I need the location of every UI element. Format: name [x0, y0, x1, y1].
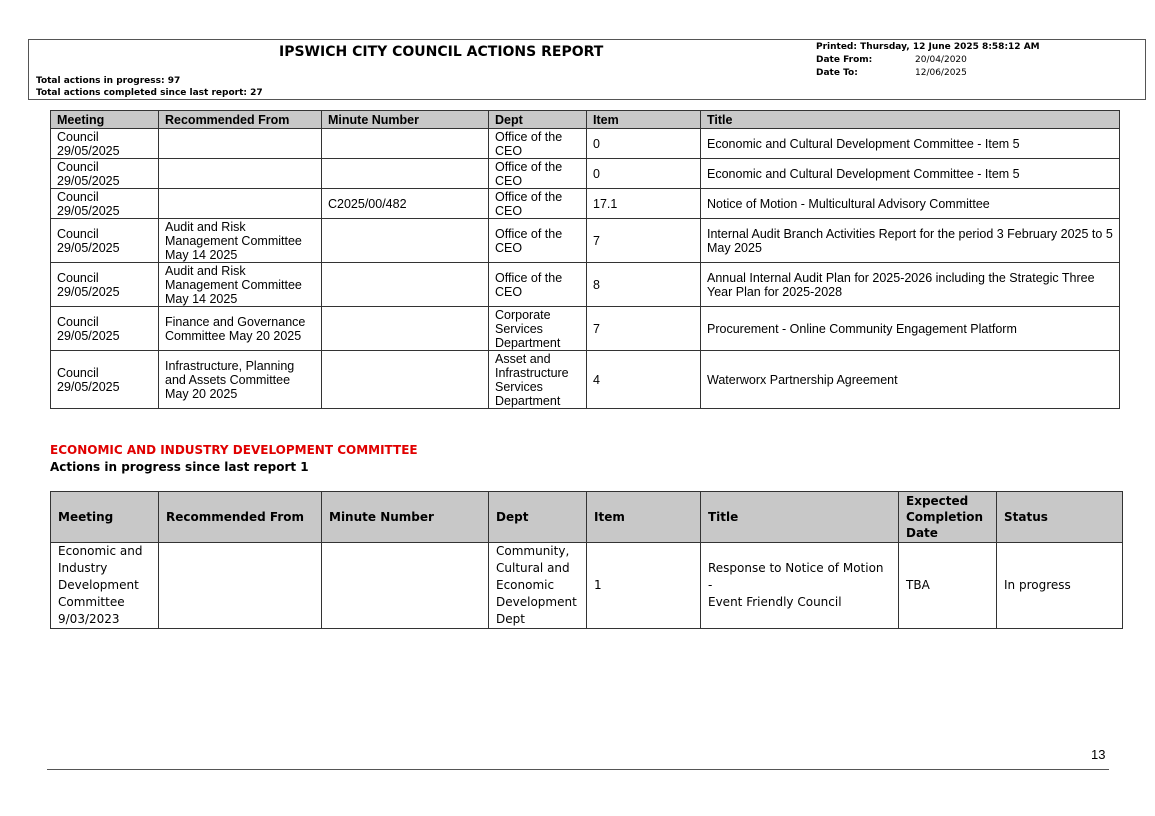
column-header: Title	[701, 111, 1120, 129]
cell-item: 4	[587, 351, 701, 409]
date-to-label: Date To:	[816, 68, 858, 78]
table-header-row	[51, 111, 1120, 129]
cell-meeting: Council 29/05/2025	[51, 129, 159, 159]
cell-status: In progress	[997, 543, 1123, 629]
cell-title: Procurement - Online Community Engagement Platform	[701, 307, 1120, 351]
footer-divider	[47, 769, 1109, 770]
cell-dept: Community, Cultural and Economic Development Dept	[489, 543, 587, 629]
table-header-row	[51, 492, 1123, 543]
column-header: Item	[587, 111, 701, 129]
cell-item: 0	[587, 159, 701, 189]
column-header: Minute Number	[322, 111, 489, 129]
cell-dept: Corporate Services Department	[489, 307, 587, 351]
cell-title: Economic and Cultural Development Committee - Item 5	[701, 159, 1120, 189]
cell-dept: Office of the CEO	[489, 189, 587, 219]
cell-title: Response to Notice of Motion - Event Friendly Council	[701, 543, 899, 629]
cell-meeting: Council 29/05/2025	[51, 219, 159, 263]
column-header: Recommended From	[159, 492, 322, 543]
cell-meeting: Council 29/05/2025	[51, 307, 159, 351]
cell-item: 8	[587, 263, 701, 307]
cell-title: Internal Audit Branch Activities Report for the period 3 February 2025 to 5 May 2025	[701, 219, 1120, 263]
column-header: Dept	[489, 492, 587, 543]
cell-minute: C2025/00/482	[322, 189, 489, 219]
column-header: Recommended From	[159, 111, 322, 129]
cell-item: 7	[587, 307, 701, 351]
cell-meeting: Council 29/05/2025	[51, 159, 159, 189]
table-row	[51, 351, 1120, 409]
print-info	[816, 41, 1040, 80]
total-completed: Total actions completed since last report: 27	[36, 88, 263, 98]
cell-from	[159, 159, 322, 189]
date-to-value: 12/06/2025	[915, 68, 967, 78]
cell-dept: Office of the CEO	[489, 263, 587, 307]
report-header	[28, 39, 1146, 100]
column-header: Minute Number	[322, 492, 489, 543]
cell-dept: Asset and Infrastructure Services Department	[489, 351, 587, 409]
column-header: Dept	[489, 111, 587, 129]
cell-minute	[322, 263, 489, 307]
cell-meeting: Council 29/05/2025	[51, 189, 159, 219]
cell-title: Waterworx Partnership Agreement	[701, 351, 1120, 409]
cell-from	[159, 189, 322, 219]
column-header: Item	[587, 492, 701, 543]
column-header: Title	[701, 492, 899, 543]
cell-from	[159, 543, 322, 629]
cell-meeting: Council 29/05/2025	[51, 351, 159, 409]
table-row	[51, 543, 1123, 629]
cell-from: Infrastructure, Planning and Assets Committee May 20 2025	[159, 351, 322, 409]
cell-item: 17.1	[587, 189, 701, 219]
column-header: Meeting	[51, 492, 159, 543]
section-subtitle: Actions in progress since last report 1	[50, 460, 309, 474]
report-title: IPSWICH CITY COUNCIL ACTIONS REPORT	[279, 44, 604, 60]
table-row	[51, 307, 1120, 351]
cell-title: Annual Internal Audit Plan for 2025-2026 including the Strategic Three Year Plan for 2025-2028	[701, 263, 1120, 307]
table-row	[51, 263, 1120, 307]
cell-minute	[322, 543, 489, 629]
cell-minute	[322, 159, 489, 189]
section-title: ECONOMIC AND INDUSTRY DEVELOPMENT COMMITTEE	[50, 443, 418, 457]
totals-summary	[36, 75, 263, 99]
cell-item: 1	[587, 543, 701, 629]
date-from-value: 20/04/2020	[915, 55, 967, 65]
table-row	[51, 219, 1120, 263]
cell-minute	[322, 129, 489, 159]
cell-dept: Office of the CEO	[489, 159, 587, 189]
cell-item: 0	[587, 129, 701, 159]
page-number: 13	[1091, 747, 1106, 762]
cell-from	[159, 129, 322, 159]
cell-title: Economic and Cultural Development Committee - Item 5	[701, 129, 1120, 159]
cell-meeting: Council 29/05/2025	[51, 263, 159, 307]
cell-from: Audit and Risk Management Committee May 14 2025	[159, 219, 322, 263]
column-header: Status	[997, 492, 1123, 543]
cell-dept: Office of the CEO	[489, 219, 587, 263]
council-actions-table	[50, 110, 1120, 409]
cell-minute	[322, 219, 489, 263]
total-in-progress: Total actions in progress: 97	[36, 76, 181, 86]
column-header: Meeting	[51, 111, 159, 129]
cell-meeting: Economic and Industry Development Committee 9/03/2023	[51, 543, 159, 629]
cell-minute	[322, 351, 489, 409]
printed-timestamp: Printed: Thursday, 12 June 2025 8:58:12 AM	[816, 42, 1040, 52]
cell-minute	[322, 307, 489, 351]
cell-from: Audit and Risk Management Committee May 14 2025	[159, 263, 322, 307]
table-row	[51, 189, 1120, 219]
date-from-label: Date From:	[816, 55, 873, 65]
table-row	[51, 129, 1120, 159]
cell-title: Notice of Motion - Multicultural Advisory Committee	[701, 189, 1120, 219]
table-row	[51, 159, 1120, 189]
column-header: Expected Completion Date	[899, 492, 997, 543]
cell-expected: TBA	[899, 543, 997, 629]
cell-from: Finance and Governance Committee May 20 2025	[159, 307, 322, 351]
cell-dept: Office of the CEO	[489, 129, 587, 159]
committee-actions-table	[50, 491, 1123, 629]
cell-item: 7	[587, 219, 701, 263]
